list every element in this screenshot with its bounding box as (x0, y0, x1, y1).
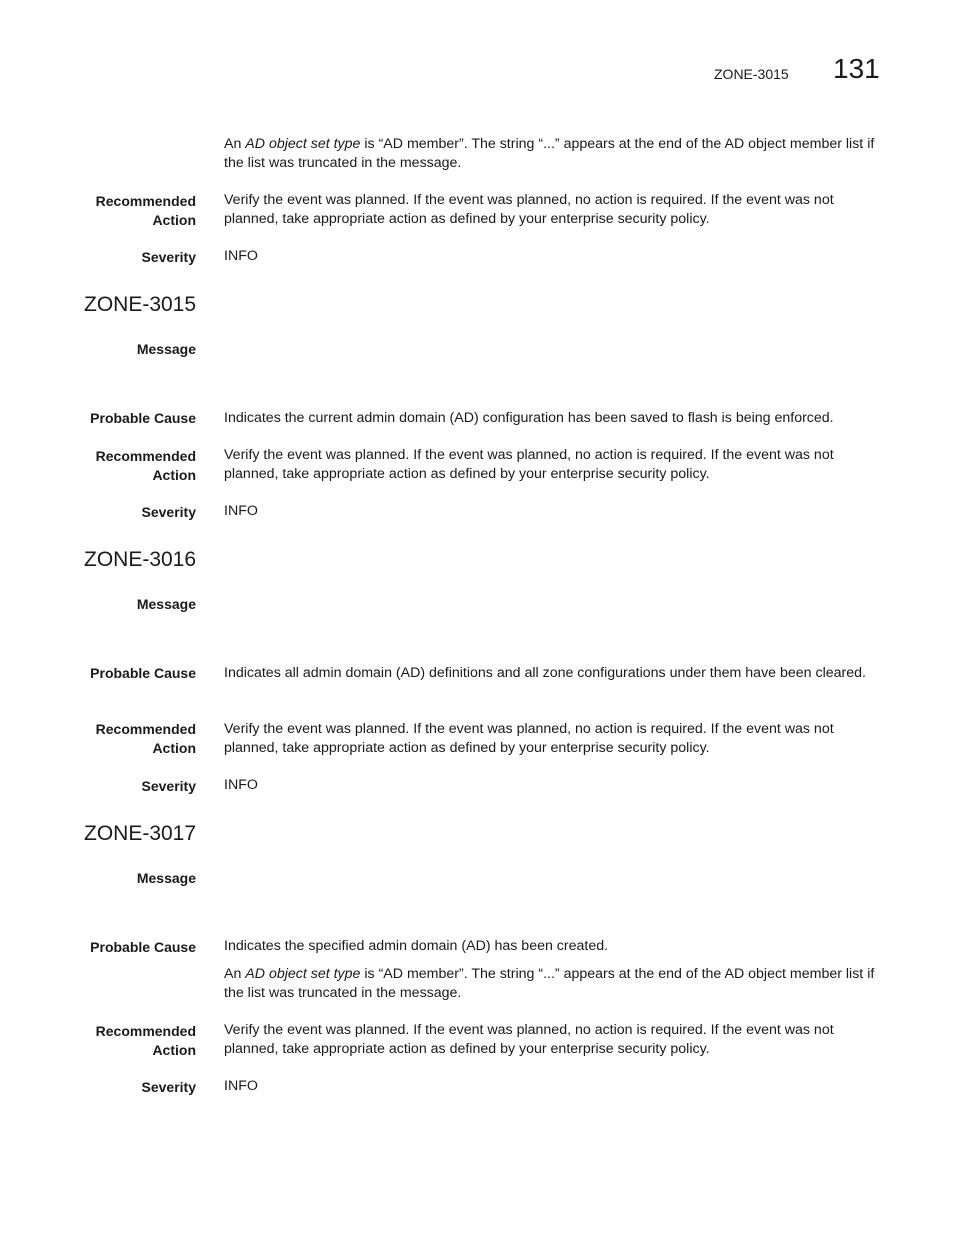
intro-emphasis: AD object set type (245, 136, 361, 152)
severity-label: Severity (141, 778, 196, 794)
section-title: ZONE-3015 (84, 293, 197, 316)
section-title: ZONE-3016 (84, 548, 197, 571)
running-header-section: ZONE-3015 (714, 66, 789, 82)
probable-cause-detail: An AD object set type is “AD member”. The string “...” appears at the end of the AD object member list if the list was truncated in the message. (224, 966, 875, 1001)
severity-label: Severity (141, 249, 196, 265)
severity-value: INFO (224, 777, 258, 793)
probable-cause-text: Indicates the specified admin domain (AD) has been created. (224, 938, 609, 954)
message-label: Message (136, 596, 196, 612)
section-title: ZONE-3017 (84, 822, 197, 845)
message-label: Message (136, 870, 196, 886)
chapter-number: 131 (833, 53, 880, 84)
recommended-action-text: Verify the event was planned. If the event was planned, no action is required. If the event was not planned, take appropriate action as defined by your enterprise security policy. (224, 1022, 834, 1057)
recommended-action-text: Verify the event was planned. If the event was planned, no action is required. If the event was not planned, take appropriate action as defined by your enterprise security policy. (224, 447, 834, 482)
probable-cause-text: Indicates all admin domain (AD) definitions and all zone configurations under them have been cleared. (224, 665, 866, 681)
recommended-action-label: Recommended Action (95, 1023, 196, 1058)
probable-cause-text: Indicates the current admin domain (AD) configuration has been saved to flash is being enforced. (224, 410, 834, 426)
severity-label: Severity (141, 1079, 196, 1095)
probable-cause-label: Probable Cause (90, 939, 196, 955)
recommended-action-label: Recommended Action (95, 193, 196, 228)
severity-value: INFO (224, 503, 258, 519)
severity-value: INFO (224, 1078, 258, 1094)
probable-cause-label: Probable Cause (90, 410, 196, 426)
recommended-action-text: Verify the event was planned. If the event was planned, no action is required. If the event was not planned, take appropriate action as defined by your enterprise security policy. (224, 721, 834, 756)
severity-label: Severity (141, 504, 196, 520)
intro-paragraph: An AD object set type is “AD member”. The string “...” appears at the end of the AD object member list if the list was truncated in the message. (224, 136, 875, 171)
message-label: Message (136, 341, 196, 357)
probable-cause-label: Probable Cause (90, 665, 196, 681)
severity-value: INFO (224, 248, 258, 264)
detail-emphasis: AD object set type (245, 966, 361, 982)
recommended-action-text: Verify the event was planned. If the event was planned, no action is required. If the event was not planned, take appropriate action as defined by your enterprise security policy. (224, 192, 834, 227)
recommended-action-label: Recommended Action (95, 721, 196, 756)
recommended-action-label: Recommended Action (95, 448, 196, 483)
